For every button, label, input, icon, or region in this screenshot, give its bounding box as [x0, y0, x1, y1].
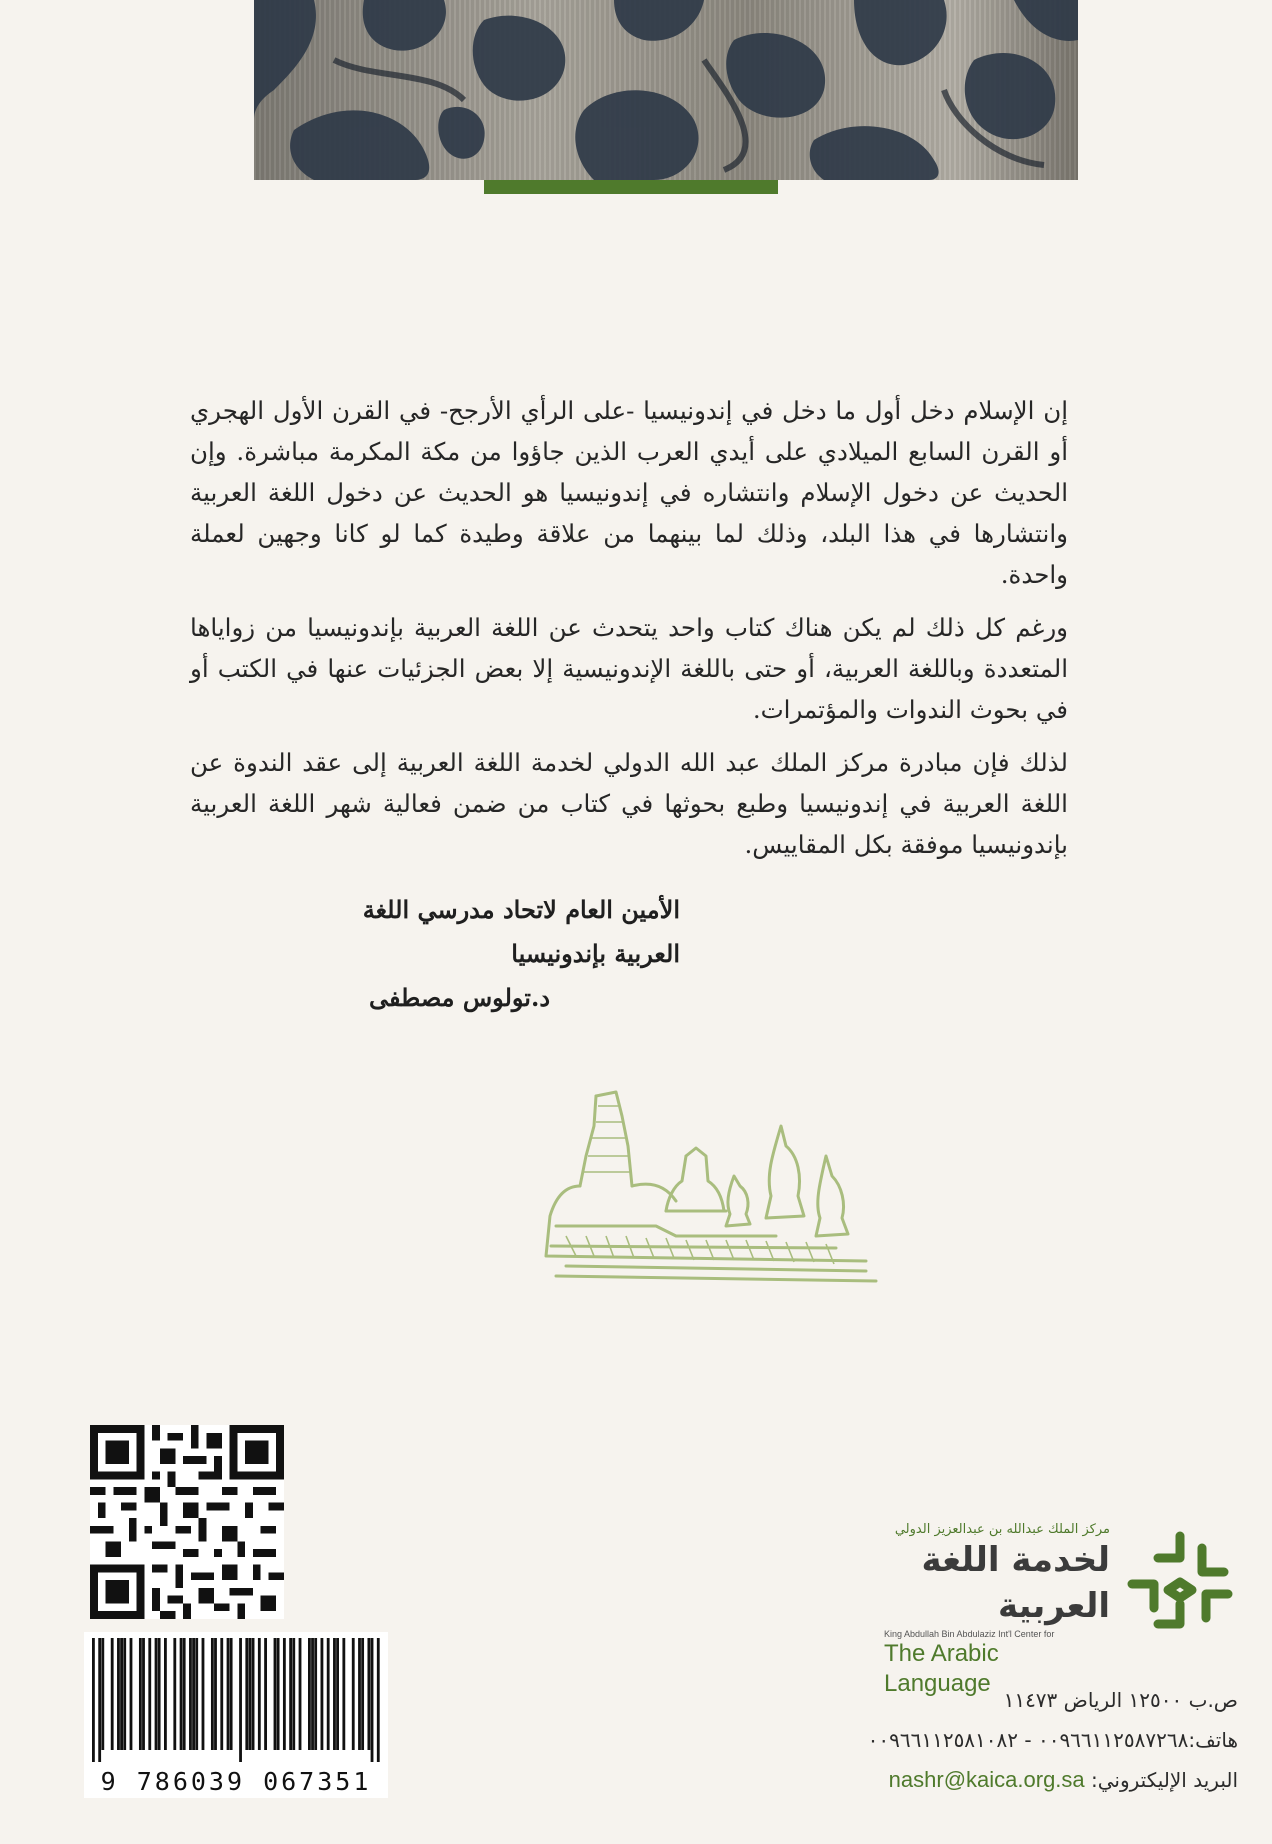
email-label: البريد الإليكتروني: — [1091, 1768, 1238, 1792]
calligraphy-pattern-icon — [254, 0, 1078, 180]
paragraph-3: لذلك فإن مبادرة مركز الملك عبد الله الدولي لخدمة اللغة العربية إلى عقد الندوة عن اللغة العربية في إندونيسيا وطبع بحوثها في كتاب من ضمن فعالية شهر اللغة العربية بإندونيسيا موفقة بكل المقاييس. — [190, 748, 1068, 859]
logo-subtitle-english: King Abdullah Bin Abdulaziz Int'l Center for — [884, 1629, 1055, 1639]
borobudur-temple-icon — [536, 1086, 881, 1286]
contact-info — [740, 1680, 1238, 1800]
barcode-icon — [92, 1638, 380, 1762]
isbn-barcode — [84, 1632, 388, 1798]
email-link[interactable]: nashr@kaica.org.sa — [888, 1767, 1085, 1792]
phone-numbers: هاتف:٠٠٩٦٦١١٢٥٨٧٢٦٨ - ٠٠٩٦٦١١٢٥٨١٠٨٢ — [867, 1728, 1238, 1752]
email-line — [740, 1760, 1238, 1800]
signature-block — [300, 888, 680, 1020]
logo-subtitle-arabic: مركز الملك عبدالله بن عبدالعزيز الدولي — [894, 1522, 1110, 1537]
isbn-number: 9 786039 067351 — [100, 1767, 372, 1796]
description-text — [190, 390, 1068, 877]
kaica-logo-text — [860, 1522, 1110, 1699]
signature-title: الأمين العام لاتحاد مدرسي اللغة العربية بإندونيسيا — [362, 895, 680, 968]
po-box: ص.ب ١٢٥٠٠ الرياض ١١٤٧٣ — [1003, 1688, 1238, 1712]
logo-title-english: The Arabic Language — [884, 1640, 999, 1697]
green-divider-bar — [484, 180, 778, 194]
kaica-logo-icon — [1118, 1528, 1242, 1640]
calligraphy-banner — [254, 0, 1078, 180]
logo-title-arabic: لخدمة اللغة العربية — [921, 1540, 1110, 1626]
paragraph-2: ورغم كل ذلك لم يكن هناك كتاب واحد يتحدث عن اللغة العربية بإندونيسيا من زواياها المتعددة وباللغة العربية، أو حتى باللغة الإندونيسية إلا بعض الجزئيات عنها في الكتب أو في بحوث الندوات والمؤتمرات. — [190, 613, 1068, 724]
paragraph-1: إن الإسلام دخل أول ما دخل في إندونيسيا -على الرأي الأرجح- في القرن الأول الهجري أو القرن السابع الميلادي على أيدي العرب الذين جاؤوا من مكة المكرمة مباشرة. وإن الحديث عن دخول الإسلام وانتشاره في إندونيسيا هو الحديث عن دخول اللغة العربية وانتشارها في هذا البلد، وذلك لما بينهما من علاقة وطيدة كما لو كانا وجهين لعملة واحدة. — [190, 396, 1069, 589]
signature-name: د.تولوس مصطفى — [369, 983, 550, 1012]
qr-code-icon — [90, 1425, 284, 1619]
